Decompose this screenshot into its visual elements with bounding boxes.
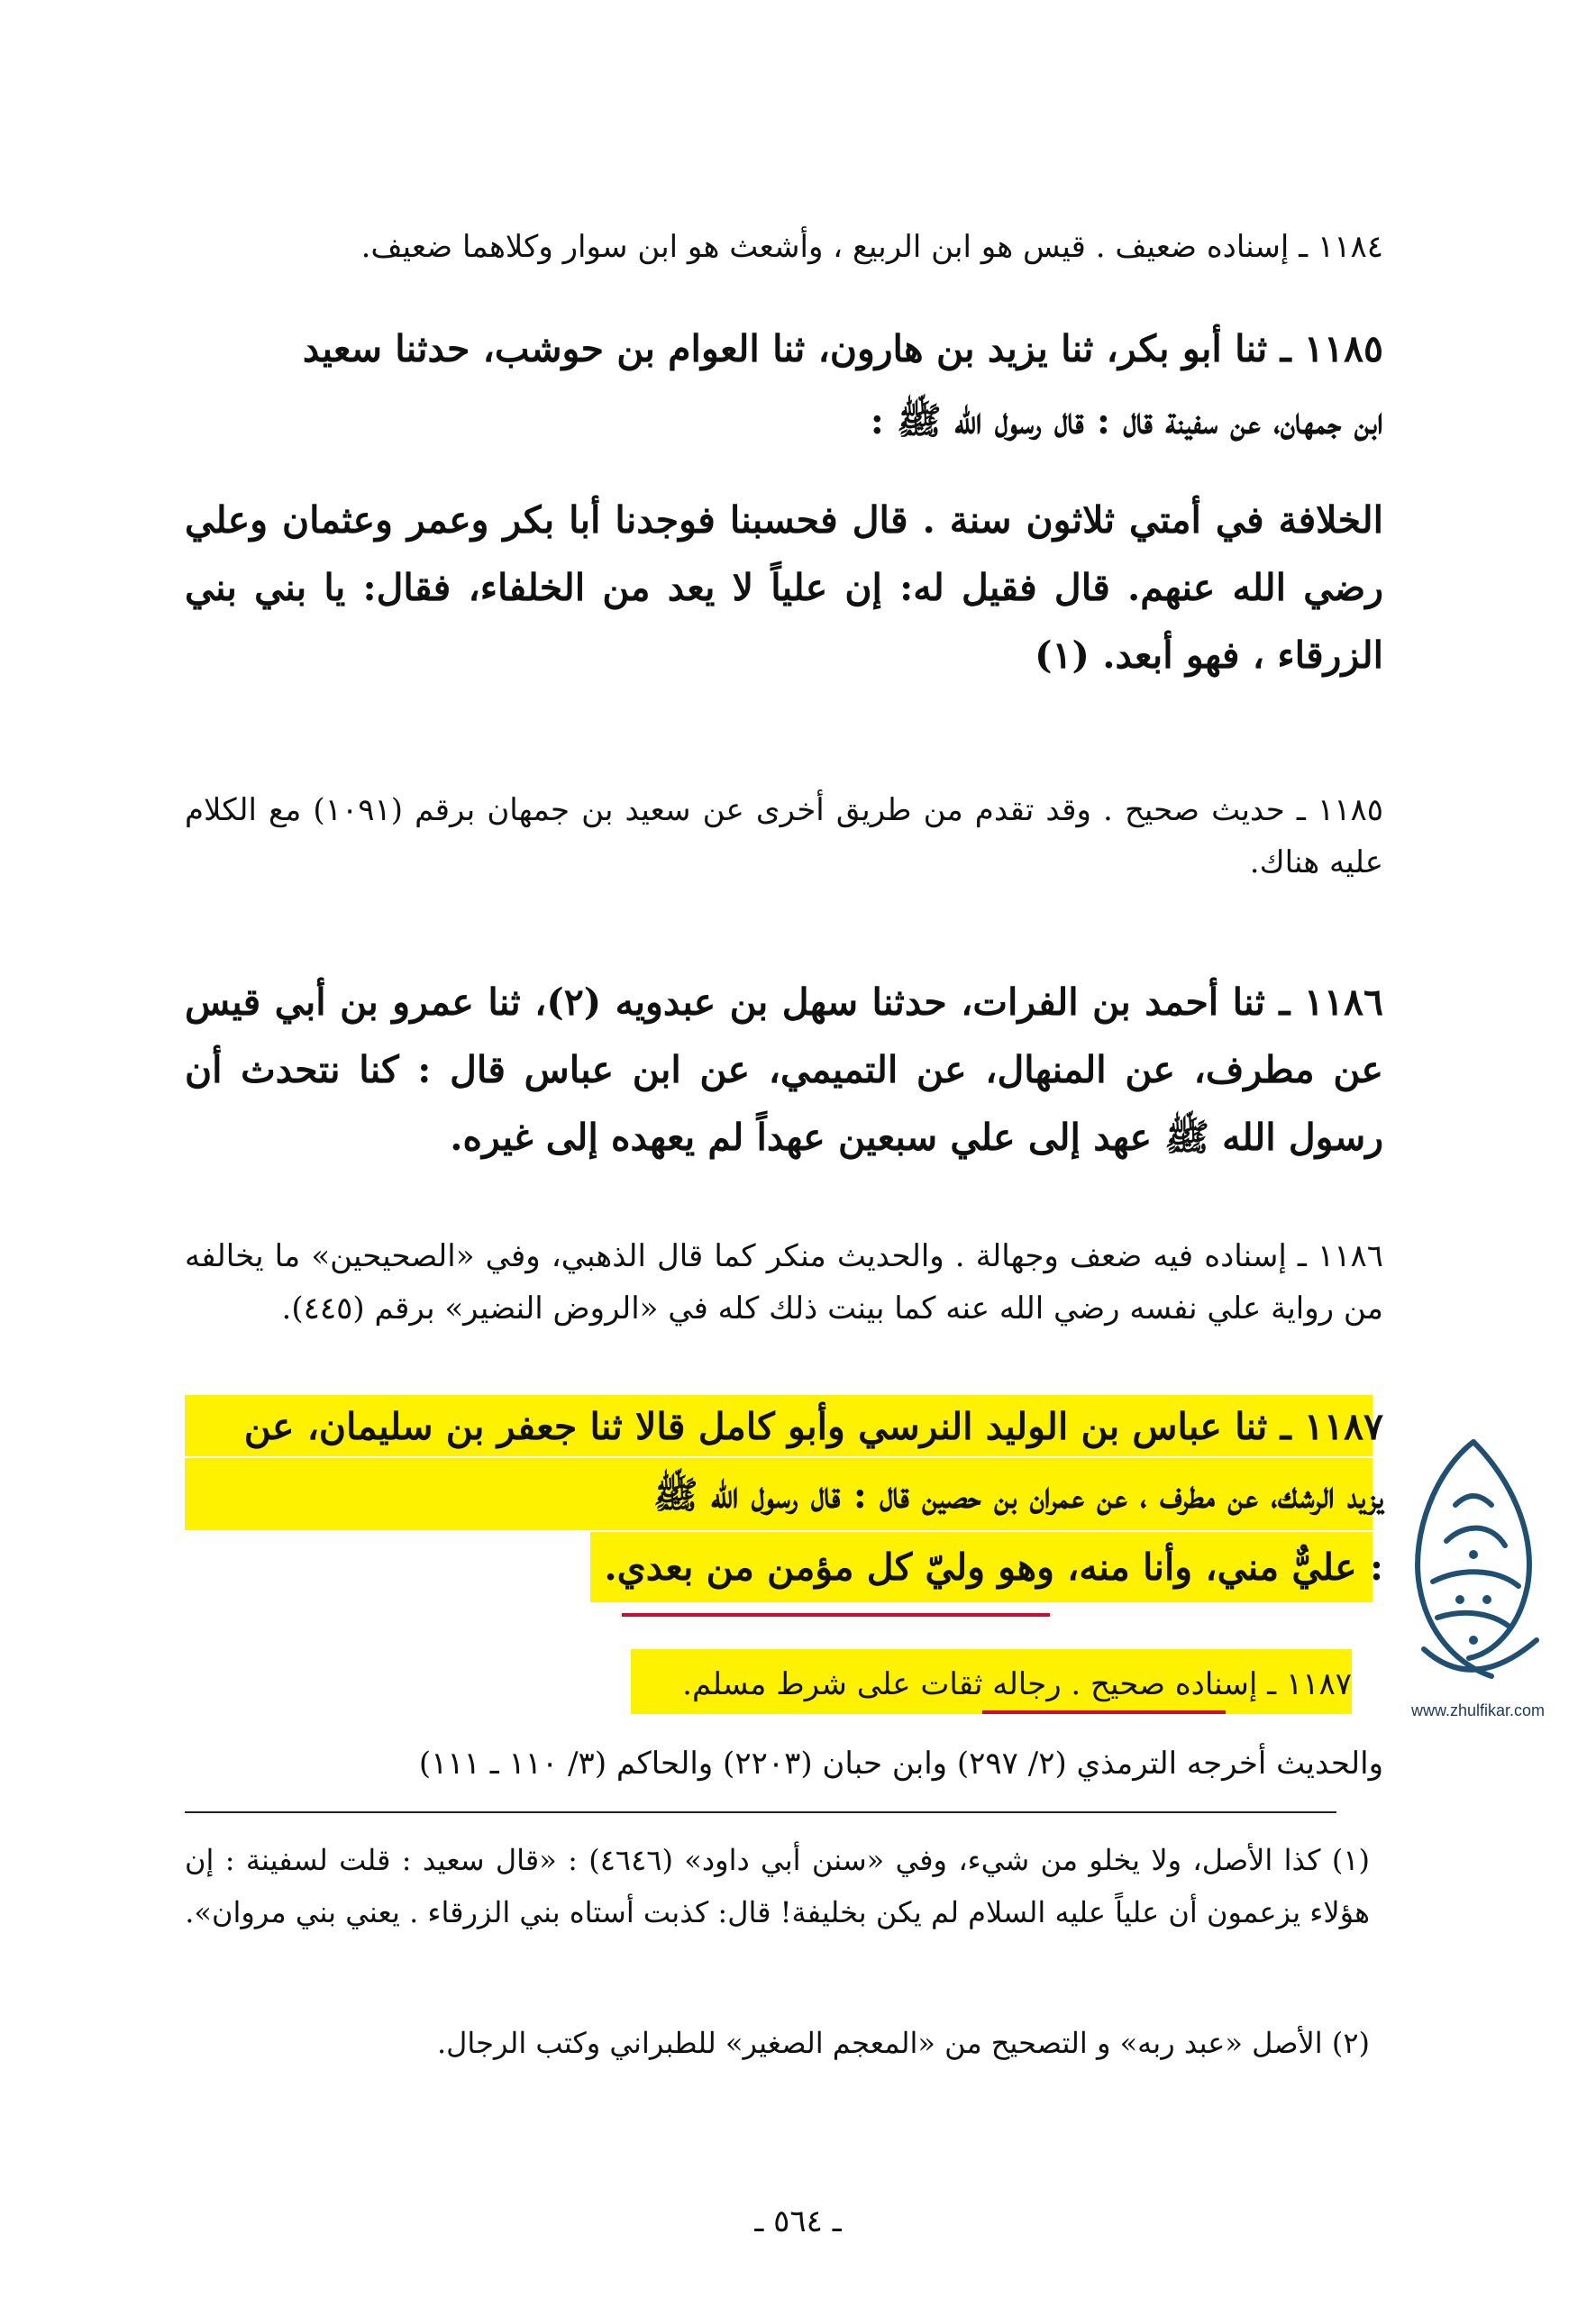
footnote-1: (١) كذا الأصل، ولا يخلو من شيء، وفي «سنن أبي داود» (٤٦٤٦) : «قال سعيد : قلت لسفينة : إن هؤلاء يزعمون أن علياً عليه السلام لم يكن بخليفة! قال: كذبت أستاه بني الزرقاء . يعني بني مروان». (185, 1843, 1371, 1929)
comment-1186: ١١٨٦ ـ إسناده فيه ضعف وجهالة . والحديث منكر كما قال الذهبي، وفي «الصحيحين» ما يخالفه من رواية علي نفسه رضي الله عنه كما بينت ذلك كله في «الروض النضير» برقم (٤٤٥). (185, 1238, 1383, 1327)
comment-1187-line1: ١١٨٧ ـ إسناده صحيح . رجاله ثقات على شرط مسلم. (682, 1666, 1352, 1702)
footnote-2: (٢) الأصل «عبد ربه» و التصحيح من «المعجم الصغير» للطبراني وكتب الرجال. (437, 2026, 1370, 2060)
hadith-1187-line3: : عليٌّ مني، وأنا منه، وهو وليّ كل مؤمن من بعدي. (604, 1546, 1383, 1589)
comment-1184: ١١٨٤ ـ إسناده ضعيف . قيس هو ابن الربيع ، وأشعث هو ابن سوار وكلاهما ضعيف. (360, 229, 1383, 265)
footnote-separator (185, 1811, 1336, 1813)
zhulfikar-logo (1383, 1433, 1564, 1703)
hadith-1185-line1: ١١٨٥ ـ ثنا أبو بكر، ثنا يزيد بن هارون، ثنا العوام بن حوشب، حدثنا سعيد (302, 327, 1383, 370)
hadith-1187-line2: يزيد الرشك، عن مطرف ، عن عمران بن حصين قال : قال رسول الله ﷺ (652, 1473, 1383, 1517)
underline-1187-text (622, 1613, 1050, 1617)
logo-url: www.zhulfikar.com (1410, 1701, 1546, 1719)
comment-1185: ١١٨٥ ـ حديث صحيح . وقد تقدم من طريق أخرى عن سعيد بن جمهان برقم (١٠٩١) مع الكلام عليه هناك. (185, 792, 1384, 880)
hadith-1185-text: الخلافة في أمتي ثلاثون سنة . قال فحسبنا فوجدنا أبا بكر وعمر وعثمان وعلي رضي الله عنهم. قال فقيل له: إن علياً لا يعد من الخلفاء، فقال: يا بني بني الزرقاء ، فهو أبعد. (١) (185, 498, 1383, 677)
hadith-1185-line2: ابن جمهان، عن سفينة قال : قال رسول الله ﷺ : (870, 399, 1383, 442)
comment-1187-line2: والحديث أخرجه الترمذي (٢/ ٢٩٧) وابن حبان (٢٢٠٣) والحاكم (٣/ ١١٠ ـ ١١١) (418, 1746, 1383, 1782)
page-number: ـ ٥٦٤ ـ (754, 2203, 842, 2239)
underline-1187-comment (982, 1710, 1226, 1714)
hadith-1186: ١١٨٦ ـ ثنا أحمد بن الفرات، حدثنا سهل بن عبدويه (٢)، ثنا عمرو بن أبي قيس عن مطرف، عن المنهال، عن التميمي، عن ابن عباس قال : كنا نتحدث أن رسول الله ﷺ عهد إلى علي سبعين عهداً لم يعهده إلى غيره. (185, 980, 1383, 1159)
hadith-1187-line1: ١١٨٧ ـ ثنا عباس بن الوليد النرسي وأبو كامل قالا ثنا جعفر بن سليمان، عن (243, 1405, 1383, 1448)
